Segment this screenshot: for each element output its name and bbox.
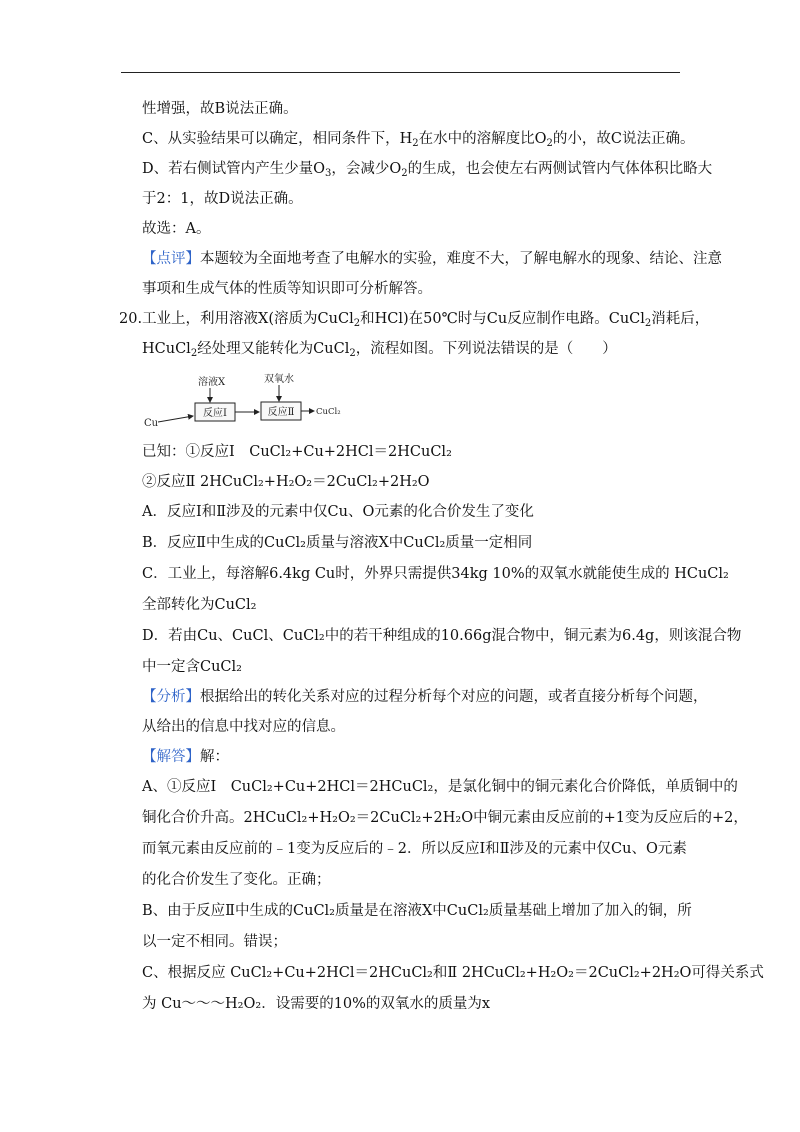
solution-header: 【解答】解： — [142, 749, 229, 765]
comment-tag: 【点评】 — [142, 251, 200, 267]
prev-option-c: C、从实验结果可以确定，相同条件下，$H_2$在水中的溶解度比$O_2$的小，故C说法正确。 — [142, 131, 695, 149]
solution-a-2: 铜化合价升高。2HCuCl₂+H₂O₂＝2CuCl₂+2H₂O中铜元素由反应前的+1变为反应后的+2， — [142, 810, 748, 826]
option-d-cont: 中一定含CuCl₂ — [142, 659, 242, 675]
known-1: 已知：①反应Ⅰ CuCl₂+Cu+2HCl＝2HCuCl₂ — [142, 444, 452, 460]
solution-a-3: 而氧元素由反应前的﹣1变为反应后的﹣2．所以反应Ⅰ和Ⅱ涉及的元素中仅Cu、O元素 — [142, 841, 687, 857]
option-c-cont: 全部转化为CuCl₂ — [142, 597, 257, 613]
solution-tag: 【解答】 — [142, 749, 200, 765]
option-b: B．反应Ⅱ中生成的CuCl₂质量与溶液X中CuCl₂质量一定相同 — [142, 535, 533, 551]
solution-x-label: 溶液X — [198, 377, 226, 388]
known-2: ②反应Ⅱ 2HCuCl₂+H₂O₂＝2CuCl₂+2H₂O — [142, 474, 430, 490]
option-d: D．若由Cu、CuCl、CuCl₂中的若干种组成的10.66g混合物中，铜元素为6.4g，则该混合物 — [142, 628, 742, 644]
prev-comment: 【点评】本题较为全面地考查了电解水的实验，难度不大，了解电解水的现象、结论、注意 — [142, 251, 722, 267]
solution-c-2: 为 Cu～～～H₂O₂．设需要的10%的双氧水的质量为x — [142, 996, 491, 1012]
analysis-tag: 【分析】 — [142, 689, 200, 705]
solution-a-1: A、①反应Ⅰ CuCl₂+Cu+2HCl＝2HCuCl₂，是氯化铜中的铜元素化合价降低，单质铜中的 — [142, 779, 738, 795]
solution-b-2: 以一定不相同。错误； — [142, 934, 287, 950]
reaction2-label: 反应Ⅱ — [267, 407, 295, 418]
arrow-cu — [158, 416, 193, 422]
prev-comment-cont: 事项和生成气体的性质等知识即可分析解答。 — [142, 281, 432, 297]
prev-answer: 故选：A。 — [142, 221, 211, 237]
header-rule — [121, 72, 680, 73]
h2o2-label: 双氧水 — [264, 374, 294, 385]
analysis-cont: 从给出的信息中找对应的信息。 — [142, 719, 345, 735]
solution-b-1: B、由于反应Ⅱ中生成的CuCl₂质量是在溶液X中CuCl₂质量基础上增加了加入的铜，所 — [142, 903, 692, 919]
reaction1-label: 反应Ⅰ — [203, 408, 227, 419]
solution-a-4: 的化合价发生了变化。正确； — [142, 872, 331, 888]
prev-option-d: D、若右侧试管内产生少量$O_3$，会减少$O_2$的生成，也会使左右两侧试管内气体体积比略大 — [142, 161, 713, 179]
solution-c-1: C、根据反应 CuCl₂+Cu+2HCl＝2HCuCl₂和Ⅱ 2HCuCl₂+H₂O₂＝2CuCl₂+2H₂O可得关系式 — [142, 965, 764, 981]
analysis: 【分析】根据给出的转化关系对应的过程分析每个对应的问题，或者直接分析每个问题， — [142, 689, 708, 705]
prev-line-end: 性增强，故B说法正确。 — [142, 101, 298, 117]
prev-option-d-cont: 于2：1，故D说法正确。 — [142, 191, 303, 207]
question-stem: 20.工业上，利用溶液X(溶质为CuCl$_2$和HCl)在50℃时与Cu反应制作电路。CuCl$_2$消耗后， — [119, 311, 710, 329]
option-a: A．反应Ⅰ和Ⅱ涉及的元素中仅Cu、O元素的化合价发生了变化 — [142, 504, 534, 520]
product-label: CuCl₂ — [316, 407, 341, 417]
flow-diagram — [138, 371, 348, 433]
option-c: C．工业上，每溶解6.4kg Cu时，外界只需提供34kg 10%的双氧水就能使生成的 HCuCl₂ — [142, 566, 729, 582]
question-stem-cont: HCuCl$_2$经处理又能转化为CuCl$_2$，流程如图。下列说法错误的是（ ） — [142, 341, 617, 359]
cu-label: Cu — [144, 418, 159, 429]
